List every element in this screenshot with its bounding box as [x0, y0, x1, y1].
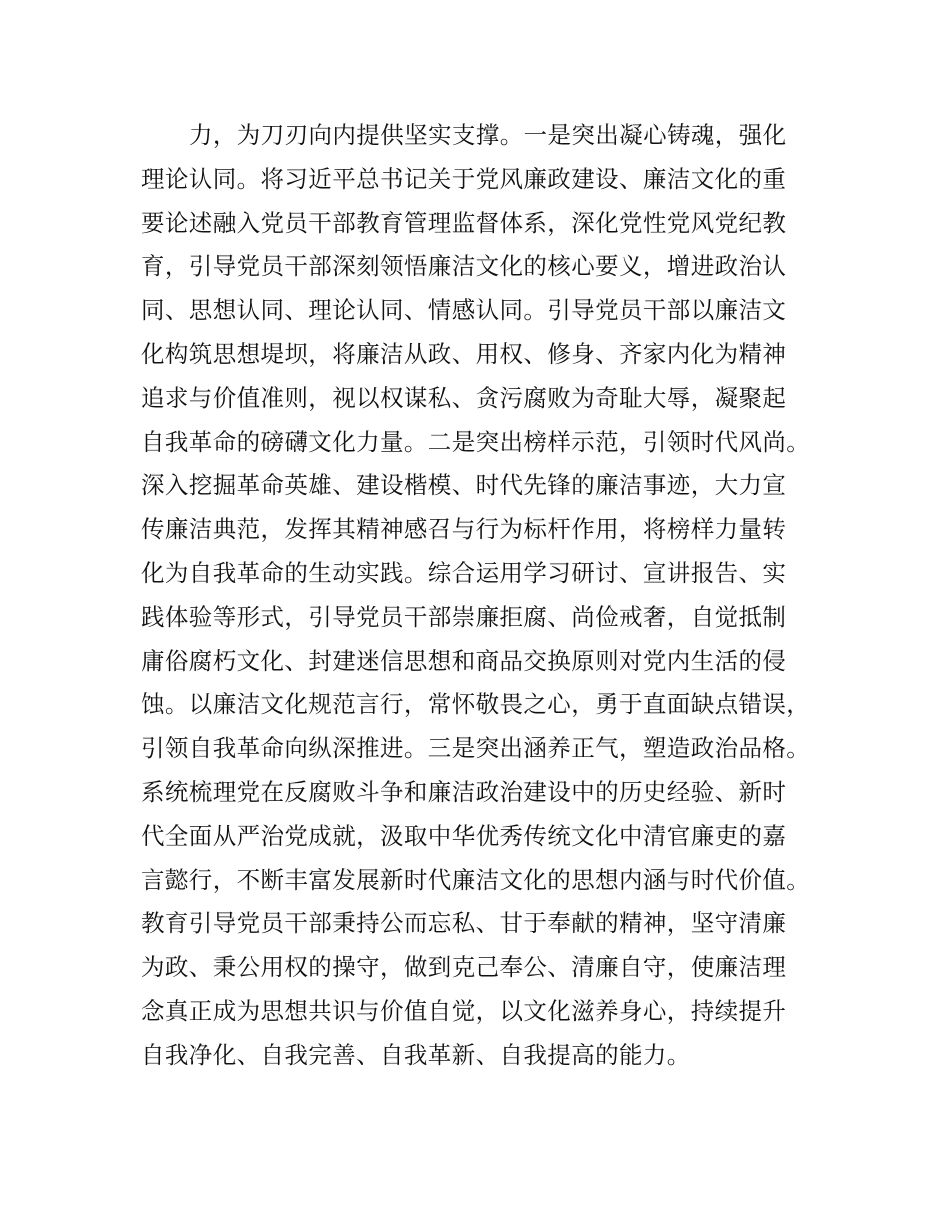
paragraph-line: 代全面从严治党成就，汲取中华优秀传统文化中清官廉吏的嘉: [141, 821, 787, 850]
paragraph-line: 育，引导党员干部深刻领悟廉洁文化的核心要义，增进政治认: [141, 252, 787, 281]
paragraph-line: 传廉洁典范，发挥其精神感召与行为标杆作用，将榜样力量转: [141, 515, 787, 544]
paragraph-line: 庸俗腐朽文化、封建迷信思想和商品交换原则对党内生活的侵: [141, 646, 787, 675]
paragraph-line: 力，为刀刃向内提供坚实支撑。一是突出凝心铸魂，强化: [189, 121, 787, 149]
paragraph-line: 化为自我革命的生动实践。综合运用学习研讨、宣讲报告、实: [141, 558, 787, 587]
paragraph-line: 蚀。以廉洁文化规范言行，常怀敬畏之心，勇于直面缺点错误，: [141, 690, 811, 719]
paragraph-line: 深入挖掘革命英雄、建设楷模、时代先锋的廉洁事迹，大力宣: [141, 471, 787, 500]
paragraph-line: 系统梳理党在反腐败斗争和廉洁政治建设中的历史经验、新时: [141, 777, 787, 806]
paragraph-line: 理论认同。将习近平总书记关于党风廉政建设、廉洁文化的重: [141, 164, 787, 193]
paragraph-line: 引领自我革命向纵深推进。三是突出涵养正气，塑造政治品格。: [141, 734, 811, 763]
paragraph-line: 言懿行，不断丰富发展新时代廉洁文化的思想内涵与时代价值。: [141, 865, 811, 894]
paragraph-line: 念真正成为思想共识与价值自觉，以文化滋养身心，持续提升: [141, 996, 787, 1025]
paragraph-line: 追求与价值准则，视以权谋私、贪污腐败为奇耻大辱，凝聚起: [141, 383, 787, 412]
paragraph-line: 教育引导党员干部秉持公而忘私、甘于奉献的精神，坚守清廉: [141, 909, 787, 938]
paragraph-line: 化构筑思想堤坝，将廉洁从政、用权、修身、齐家内化为精神: [141, 339, 787, 368]
body-paragraph: [141, 114, 841, 1078]
paragraph-line: 要论述融入党员干部教育管理监督体系，深化党性党风党纪教: [141, 208, 787, 237]
paragraph-line: 自我革命的磅礴文化力量。二是突出榜样示范，引领时代风尚。: [141, 427, 811, 456]
paragraph-line: 践体验等形式，引导党员干部崇廉拒腐、尚俭戒奢，自觉抵制: [141, 602, 787, 631]
paragraph-line: 同、思想认同、理论认同、情感认同。引导党员干部以廉洁文: [141, 296, 787, 325]
paragraph-line: 自我净化、自我完善、自我革新、自我提高的能力。: [141, 1040, 691, 1069]
paragraph-line: 为政、秉公用权的操守，做到克己奉公、清廉自守，使廉洁理: [141, 953, 787, 982]
